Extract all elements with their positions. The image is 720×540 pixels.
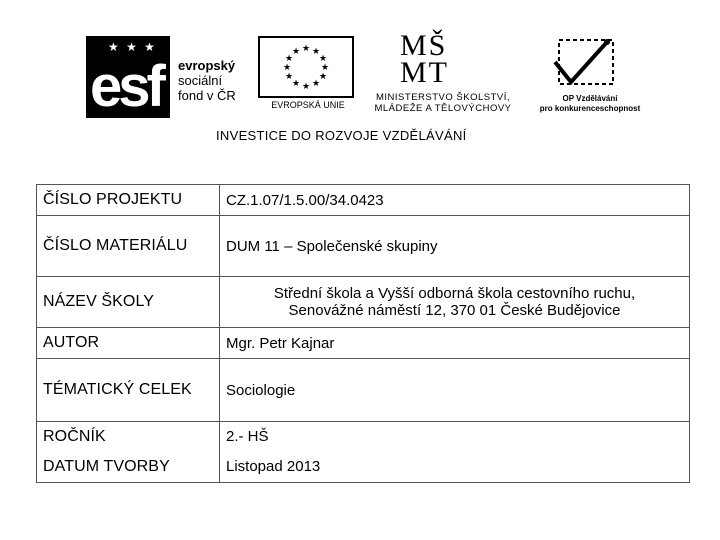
esf-caption	[178, 58, 236, 103]
row-label-author: AUTOR	[37, 328, 220, 359]
opvk-logo	[535, 30, 645, 126]
row-value-year: 2.- HŠ	[226, 428, 269, 445]
esf-stars: ★ ★ ★	[108, 40, 157, 54]
row-value-year-date	[220, 422, 690, 483]
project-info-table	[36, 184, 690, 483]
eu-logo	[258, 36, 356, 118]
msmt-caption-line1: MINISTERSTVO ŠKOLSTVÍ,	[376, 92, 510, 103]
svg-text:★: ★	[311, 47, 321, 57]
table-row	[37, 277, 690, 328]
table-row	[37, 216, 690, 277]
row-value-material-number: DUM 11 – Společenské skupiny	[220, 216, 690, 277]
row-value-author: Mgr. Petr Kajnar	[220, 328, 690, 359]
opvk-caption-line1: OP Vzdělávání	[562, 94, 618, 103]
svg-text:★: ★	[320, 63, 330, 73]
esf-letters: esf	[90, 54, 162, 118]
esf-caption-line3: fond v ČR	[178, 88, 236, 103]
table-row	[37, 185, 690, 216]
svg-text:★: ★	[318, 72, 328, 82]
msmt-mark-bottom: MT	[400, 56, 449, 89]
opvk-caption-line2: pro konkurenceschopnost	[539, 104, 641, 113]
msmt-caption	[358, 92, 528, 114]
msmt-logo	[358, 29, 528, 122]
svg-text:★: ★	[282, 63, 292, 73]
row-value-school-name	[220, 277, 690, 328]
row-value-date: Listopad 2013	[226, 458, 321, 475]
svg-text:★: ★	[311, 79, 321, 89]
row-label-date: DATUM TVORBY	[43, 458, 170, 475]
msmt-mark	[400, 29, 449, 89]
row-label-year-date	[37, 422, 220, 483]
opvk-mark-icon	[535, 30, 645, 92]
eu-caption: EVROPSKÁ UNIE	[271, 100, 345, 110]
table-row	[37, 359, 690, 422]
msmt-caption-line2: MLÁDEŽE A TĚLOVÝCHOVY	[374, 103, 512, 114]
svg-text:★: ★	[291, 79, 301, 89]
svg-text:★: ★	[318, 54, 328, 64]
svg-text:★: ★	[284, 72, 294, 82]
svg-text:★: ★	[301, 82, 311, 92]
esf-logo	[86, 36, 256, 120]
row-value-project-number: CZ.1.07/1.5.00/34.0423	[220, 185, 690, 216]
row-value-thematic-unit: Sociologie	[220, 359, 690, 422]
table-row	[37, 422, 690, 483]
row-label-project-number: ČÍSLO PROJEKTU	[37, 185, 220, 216]
svg-text:★: ★	[291, 47, 301, 57]
svg-text:★: ★	[284, 54, 294, 64]
msmt-mark-top: MŠ	[400, 29, 448, 62]
eu-flag-icon	[258, 36, 354, 98]
school-name-line2: Senovážné náměstí 12, 370 01 České Budějovice	[288, 302, 621, 319]
esf-caption-line1: evropský	[178, 58, 236, 73]
esf-caption-line2: sociální	[178, 73, 223, 88]
school-name-line1: Střední škola a Vyšší odborná škola cestovního ruchu,	[273, 285, 636, 302]
opvk-caption	[535, 94, 645, 114]
row-label-material-number: ČÍSLO MATERIÁLU	[37, 216, 220, 277]
row-label-school-name: NÁZEV ŠKOLY	[37, 277, 220, 328]
logo-header	[0, 0, 720, 160]
svg-text:★: ★	[301, 44, 311, 54]
row-label-year: ROČNÍK	[43, 428, 106, 445]
table-row	[37, 328, 690, 359]
investment-tagline: INVESTICE DO ROZVOJE VZDĚLÁVÁNÍ	[216, 128, 467, 143]
row-label-thematic-unit: TÉMATICKÝ CELEK	[37, 359, 220, 422]
esf-logo-mark	[86, 36, 170, 118]
